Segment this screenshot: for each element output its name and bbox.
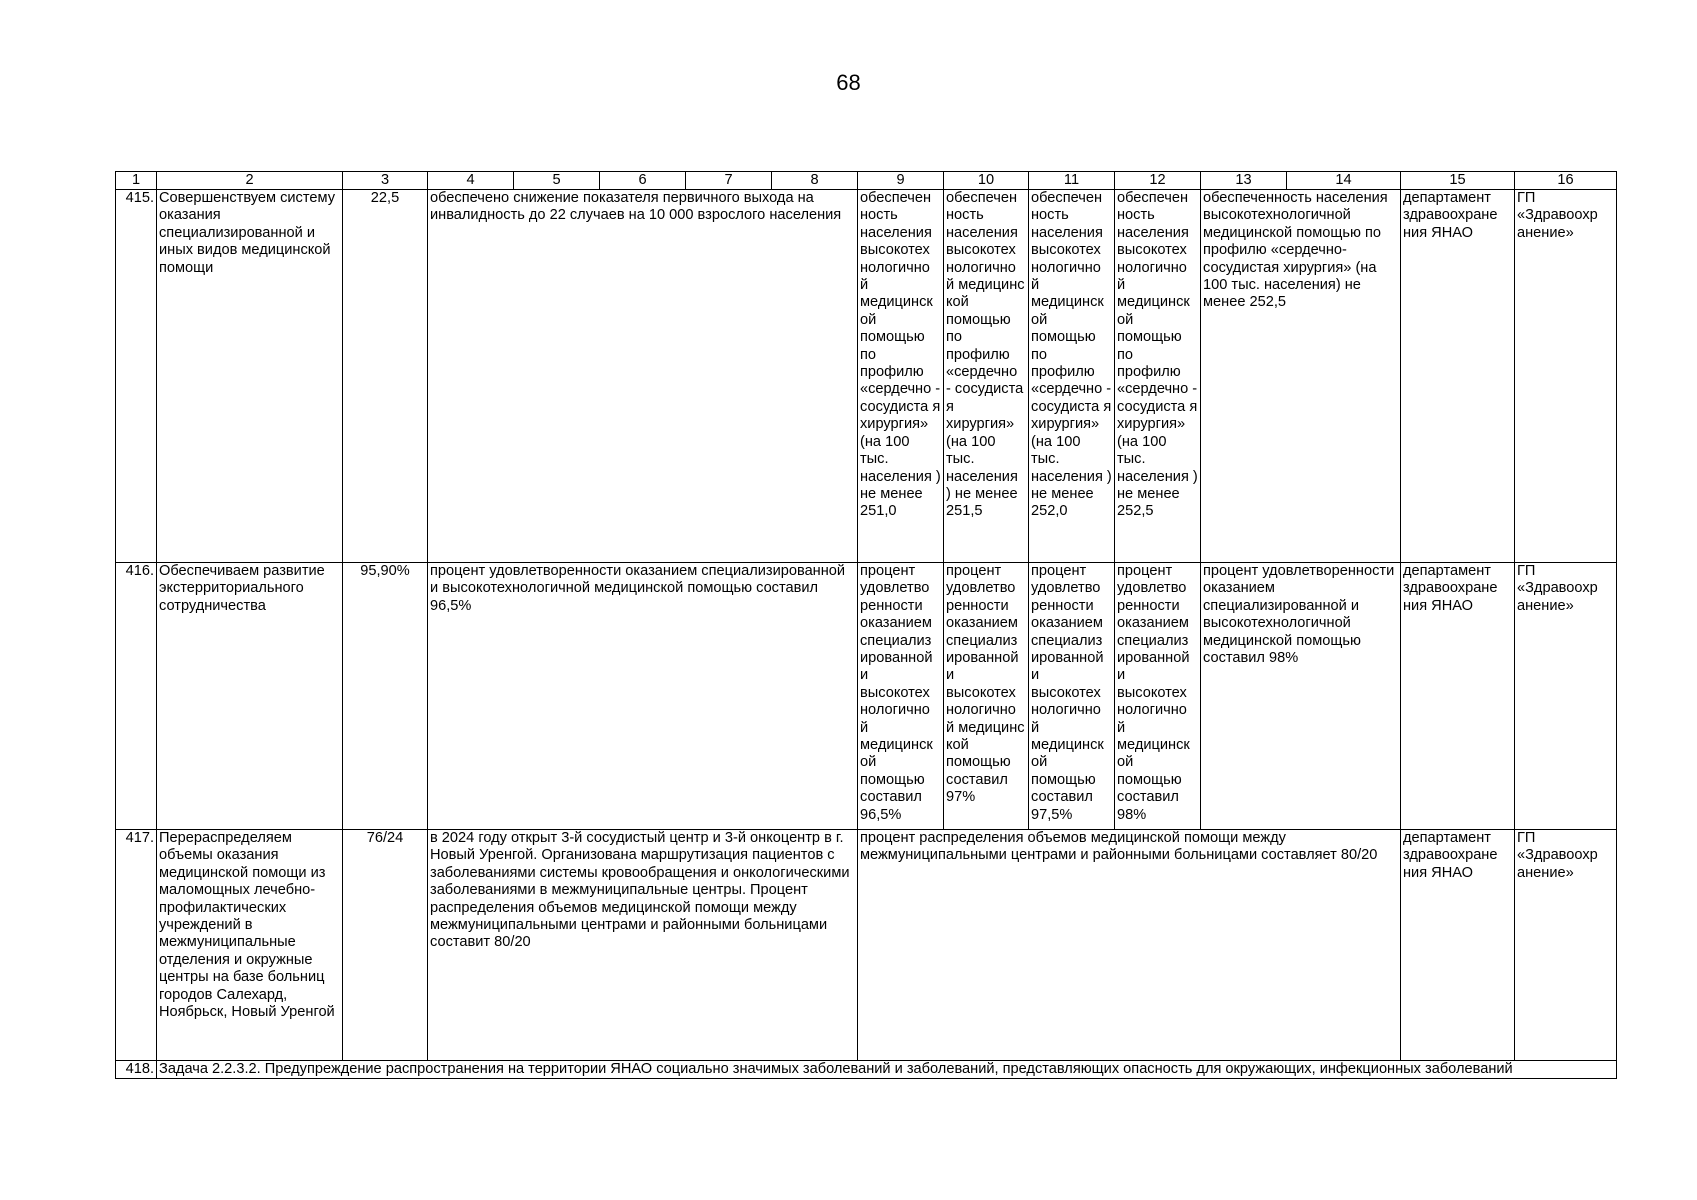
column-number: 5 [514, 172, 600, 190]
column-number: 2 [157, 172, 343, 190]
responsible-cell: департамент здравоохране ния ЯНАО [1401, 190, 1515, 563]
program-cell: ГП «Здравоохр анение» [1515, 563, 1617, 830]
page-number: 68 [836, 70, 861, 95]
column-number: 1 [116, 172, 157, 190]
target-cell-12: обеспечен ность населения высокотех нологично й медицинск ой помощью по профилю «сердечно - сосудиста я хирургия» (на 100 тыс. населения ) не менее 252,5 [1115, 190, 1201, 563]
value-cell: 76/24 [343, 830, 428, 1061]
column-number: 16 [1515, 172, 1617, 190]
target-cell-9: процент удовлетво ренности оказанием специализ ированной и высокотех нологично й медицинск ой помощью составил 96,5% [858, 563, 944, 830]
column-number: 13 [1201, 172, 1287, 190]
column-number: 7 [686, 172, 772, 190]
row-number: 418. [116, 1061, 157, 1079]
task-cell: Совершенствуем систему оказания специализированной и иных видов медицинской помощи [157, 190, 343, 563]
result-cell: процент удовлетворенности оказанием специализированной и высокотехнологичной медицинской помощью составил 96,5% [428, 563, 858, 830]
task-cell: Обеспечиваем развитие экстерриториального сотрудничества [157, 563, 343, 830]
target-cell-10: процент удовлетво ренности оказанием специализ ированной и высокотех нологично й медицинс кой помощью составил 97% [944, 563, 1029, 830]
target-cell-11: процент удовлетво ренности оказанием специализ ированной и высокотех нологично й медицинск ой помощью составил 97,5% [1029, 563, 1115, 830]
value-cell: 22,5 [343, 190, 428, 563]
result-cell: в 2024 году открыт 3-й сосудистый центр и 3-й онкоцентр в г. Новый Уренгой. Организована маршрутизация пациентов с заболеваниями системы кровообращения и онкологическими заболеваниями в межмуниципальные центры. Процент распределения объемов медицинской помощи между межмуниципальными центрами и районными больницами составит 80/20 [428, 830, 858, 1061]
row-number: 417. [116, 830, 157, 1061]
column-number-row [116, 172, 1617, 190]
column-number: 11 [1029, 172, 1115, 190]
table-row [116, 830, 1617, 1061]
target-cell-12: процент удовлетво ренности оказанием специализ ированной и высокотех нологично й медицинск ой помощью составил 98% [1115, 563, 1201, 830]
column-number: 15 [1401, 172, 1515, 190]
column-number: 14 [1287, 172, 1401, 190]
row-number: 416. [116, 563, 157, 830]
plan-table [115, 171, 1617, 1079]
target-cell-9-14: процент распределения объемов медицинской помощи между межмуниципальными центрами и районными больницами составляет 80/20 [858, 830, 1401, 1061]
column-number: 4 [428, 172, 514, 190]
row-number: 415. [116, 190, 157, 563]
responsible-cell: департамент здравоохране ния ЯНАО [1401, 830, 1515, 1061]
responsible-cell: департамент здравоохране ния ЯНАО [1401, 563, 1515, 830]
column-number: 8 [772, 172, 858, 190]
program-cell: ГП «Здравоохр анение» [1515, 190, 1617, 563]
task-heading: Задача 2.2.3.2. Предупреждение распространения на территории ЯНАО социально значимых заболеваний и заболеваний, представляющих опасность для окружающих, инфекционных заболеваний [157, 1061, 1617, 1079]
target-cell-11: обеспечен ность населения высокотех нологично й медицинск ой помощью по профилю «сердечно - сосудиста я хирургия» (на 100 тыс. населения ) не менее 252,0 [1029, 190, 1115, 563]
task-cell: Перераспределяем объемы оказания медицинской помощи из маломощных лечебно-профилактических учреждений в межмуниципальные отделения и окружные центры на базе больниц городов Салехард, Ноябрьск, Новый Уренгой [157, 830, 343, 1061]
column-number: 3 [343, 172, 428, 190]
table-row [116, 563, 1617, 830]
program-cell: ГП «Здравоохр анение» [1515, 830, 1617, 1061]
target-cell-9: обеспечен ность населения высокотех нологично й медицинск ой помощью по профилю «сердечно - сосудиста я хирургия» (на 100 тыс. населения ) не менее 251,0 [858, 190, 944, 563]
column-number: 9 [858, 172, 944, 190]
value-cell: 95,90% [343, 563, 428, 830]
column-number: 12 [1115, 172, 1201, 190]
target-cell-13-14: обеспеченность населения высокотехнологичной медицинской помощью по профилю «сердечно-сосудистая хирургия» (на 100 тыс. населения) не менее 252,5 [1201, 190, 1401, 563]
result-cell: обеспечено снижение показателя первичного выхода на инвалидность до 22 случаев на 10 000 взрослого населения [428, 190, 858, 563]
column-number: 10 [944, 172, 1029, 190]
table-row [116, 190, 1617, 563]
task-heading-row [116, 1061, 1617, 1079]
column-number: 6 [600, 172, 686, 190]
target-cell-13-14: процент удовлетворенности оказанием специализированной и высокотехнологичной медицинской помощью составил 98% [1201, 563, 1401, 830]
target-cell-10: обеспечен ность населения высокотех нологично й медицинс кой помощью по профилю «сердечно - сосудиста я хирургия» (на 100 тыс. населения ) не менее 251,5 [944, 190, 1029, 563]
